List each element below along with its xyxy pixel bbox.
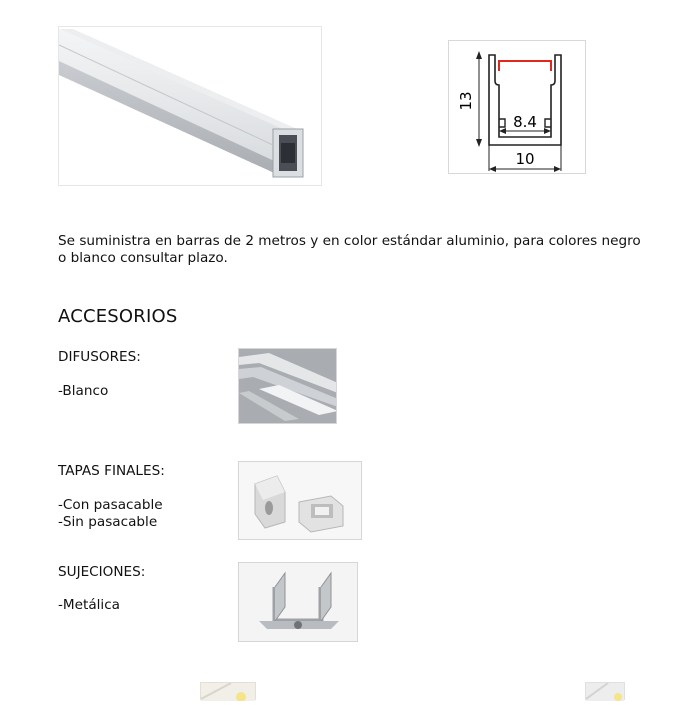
partial-photo-left (201, 683, 255, 701)
endcaps-title: TAPAS FINALES: (58, 463, 165, 479)
height-label: 13 (457, 91, 475, 111)
bottom-right-partial-image (585, 682, 625, 700)
endcaps-item-2: -Sin pasacable (58, 514, 158, 530)
endcaps-photo (239, 462, 362, 540)
profile-diagram (448, 40, 586, 174)
aluminum-profile-image (59, 27, 321, 185)
bottom-left-partial-image (200, 682, 256, 700)
profile-photo (58, 26, 322, 186)
endcaps-item-1: -Con pasacable (58, 497, 163, 513)
diffusers-item: -Blanco (58, 383, 109, 399)
diffusers-title: DIFUSORES: (58, 349, 141, 365)
clips-item: -Metálica (58, 597, 121, 613)
clip-photo (239, 563, 358, 642)
clips-title: SUJECIONES: (58, 564, 146, 580)
inner-width-label: 8.4 (513, 113, 537, 131)
diffuser-photo (239, 349, 337, 424)
partial-photo-right (586, 683, 624, 701)
clips-image (238, 562, 358, 642)
description-paragraph: Se suministra en barras de 2 metros y en color estándar aluminio, para colores negro o blanco consultar plazo. (58, 233, 641, 266)
outer-width-label: 10 (515, 150, 535, 168)
cross-section-diagram (449, 41, 585, 173)
endcaps-image (238, 461, 362, 540)
accessories-heading: ACCESORIOS (58, 306, 178, 327)
diffuser-image (238, 348, 337, 424)
